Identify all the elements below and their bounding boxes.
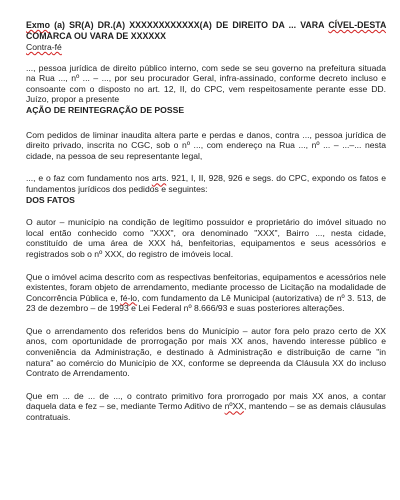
facts-paragraph-2	[26, 272, 386, 314]
contra-fe-line	[26, 42, 386, 53]
header-court-type: CÍVEL-DESTA	[328, 20, 386, 30]
facts-p2-after: , com fundamento da Lê Municipal (autorizativa) de nº 3. 513, de 23 de dezembro – de 1993 e Lei Federal nº 8.666/93 e suas posteriores alterações.	[26, 292, 387, 314]
basis-paragraph	[26, 173, 386, 194]
header-court-text: (a) SR(A) DR.(A) XXXXXXXXXXXX(A) DE DIREITO DA ... VARA	[49, 20, 329, 30]
header-salutation: Exmo	[26, 20, 50, 30]
basis-text-after: . 921, I, II, 928, 926 e segs. do CPC, expondo os fatos e fundamentos jurídicos dos pedidos e seguintes:	[26, 173, 386, 194]
facts-paragraph-3: Que o arrendamento dos referidos bens do Município – autor fora pelo prazo certo de XX anos, com oportunidade de prorrogação por mais XX anos, havendo interesse público e conveniência da Administração, e destinado à Administração e distribuição de carne "in natura" ao comércio do Município de XX, conforme se depreenda da Cláusula XX do incluso Contrato de Arrendamento.	[26, 325, 386, 379]
basis-text-before: ..., e o faz com fundamento nos	[26, 173, 152, 184]
facts-title: DOS FATOS	[26, 194, 75, 205]
facts-paragraph-1: O autor – município na condição de legítimo possuidor e proprietário do imóvel situado no local então conhecido como "XXX", ora denominado "XXX", Bairro ..., nesta cidade, constituído de uma área de XXX há, benfeitorias, equipamentos e seus acessórios e registrados sob o nº XXX, do registro de imóveis local.	[26, 217, 386, 259]
facts-p4-before: Que em ... de ... de ..., o contrato primitivo fora prorrogado por mais XX anos, a contar daquela data e fez – se, mediante Termo Aditivo de	[26, 390, 386, 412]
against-paragraph: Com pedidos de liminar inaudita altera parte e perdas e danos, contra ..., pessoa jurídica de direito privado, inscrita no CGC, sob o nº ..., com endereço na Rua ..., nº ... – ...–... nesta cidade, na pessoa de seu representante legal,	[26, 129, 386, 161]
contra-fe-word: Contra	[26, 42, 52, 52]
court-address-header	[26, 20, 386, 42]
facts-p2-before: Que o imóvel acima descrito com as respectivas benfeitorias, equipamentos e acessórios nele existentes, foram objeto de arrendamento, mediante processo de Licitação na modalidade de Concorrência Pública e,	[26, 271, 386, 303]
header-court-text-end: COMARCA OU VARA DE XXXXXX	[26, 31, 166, 41]
facts-p2-wavy: fé-lo	[120, 292, 138, 303]
facts-paragraph-4	[26, 391, 386, 423]
action-title: AÇÃO DE REINTEGRAÇÃO DE POSSE	[26, 104, 185, 115]
facts-p4-after: , mantendo – se as demais cláusulas contratuais.	[26, 401, 386, 423]
intro-paragraph: ..., pessoa jurídica de direito público interno, com sede se seu governo na prefeitura situada na Rua ..., nº ... – ..., por seu procurador Geral, infra-assinado, conforme decreto incluso e consoante com o disposto no art. 12, II, do CPC, vem respeitosamente perante esse DD. Juízo, propor a presente	[26, 62, 386, 105]
basis-arts: arts	[151, 173, 167, 184]
contra-fe-suffix: -fé	[51, 42, 62, 52]
facts-p4-wavy: nºXX	[224, 401, 244, 412]
